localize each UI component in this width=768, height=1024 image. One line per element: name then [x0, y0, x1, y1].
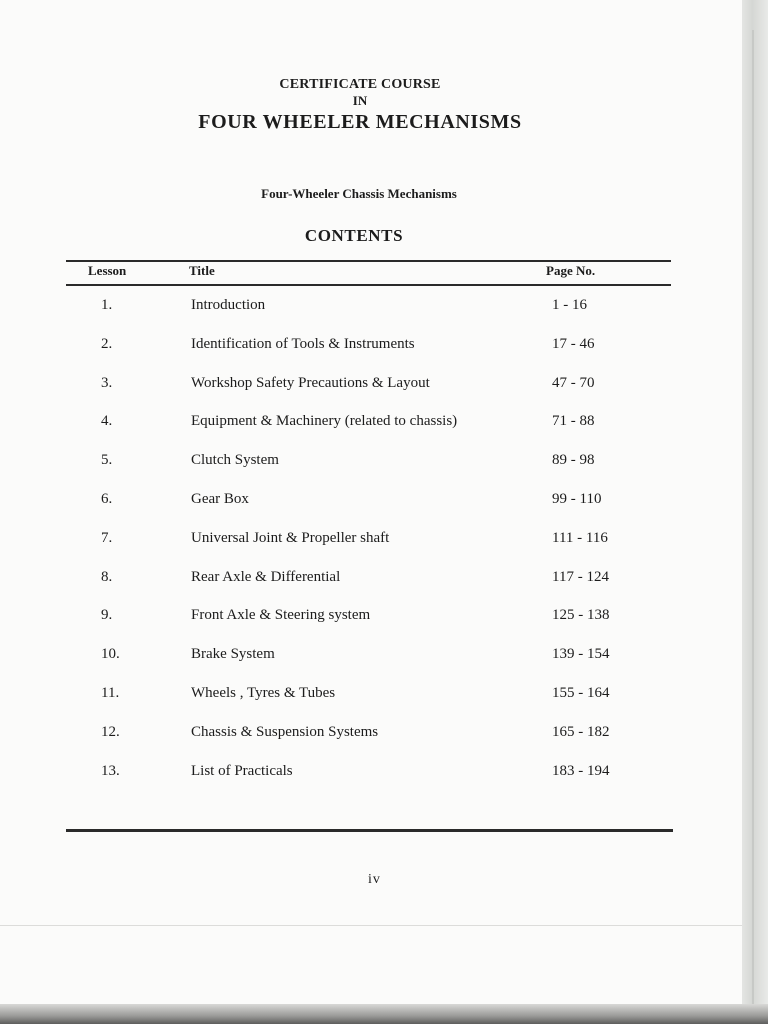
column-header-page-no: Page No.: [546, 263, 596, 278]
toc-row: [0, 636, 700, 675]
lesson-title: List of Practicals: [191, 762, 293, 779]
lesson-page-range: 17 - 46: [552, 335, 595, 352]
course-subtitle: Four-Wheeler Chassis Mechanisms: [261, 186, 457, 201]
lesson-title: Wheels , Tyres & Tubes: [191, 684, 336, 701]
lesson-number: 11.: [101, 684, 120, 701]
lesson-number: 3.: [101, 374, 113, 391]
contents-heading: CONTENTS: [304, 226, 404, 245]
scan-edge-line: [752, 30, 754, 1010]
toc-row: [0, 597, 700, 636]
toc-row: [0, 714, 700, 753]
lesson-number: 6.: [101, 490, 113, 507]
lesson-title: Identification of Tools & Instruments: [191, 335, 415, 352]
lesson-number: 12.: [101, 723, 120, 740]
lesson-number: 9.: [101, 607, 113, 624]
column-header-title: Title: [189, 263, 215, 278]
lesson-page-range: 183 - 194: [552, 762, 610, 779]
lesson-page-range: 117 - 124: [552, 568, 609, 585]
lesson-page-range: 165 - 182: [552, 723, 610, 740]
lesson-page-range: 1 - 16: [552, 297, 587, 313]
course-connector: IN: [352, 93, 368, 108]
toc-row: [0, 753, 700, 792]
lesson-title: Workshop Safety Precautions & Layout: [191, 374, 430, 391]
lesson-title: Gear Box: [191, 490, 249, 507]
lesson-page-range: 47 - 70: [552, 374, 595, 391]
toc-row: [0, 675, 700, 714]
scan-bottom-border: [0, 1004, 768, 1024]
lesson-page-range: 125 - 138: [552, 607, 610, 624]
lesson-title: Front Axle & Steering system: [191, 607, 371, 624]
toc-row: [0, 403, 700, 442]
lesson-page-range: 139 - 154: [552, 646, 610, 663]
table-top-rule: [66, 260, 671, 262]
scan-page-edge: [742, 0, 768, 1024]
toc-row: [0, 326, 700, 365]
lesson-number: 2.: [101, 335, 113, 352]
lesson-number: 1.: [101, 297, 113, 313]
lesson-number: 13.: [101, 762, 120, 779]
toc-row: [0, 520, 700, 559]
lesson-page-range: 89 - 98: [552, 452, 595, 469]
lesson-number: 7.: [101, 529, 113, 546]
toc-row: [0, 365, 700, 404]
lesson-title: Brake System: [191, 646, 275, 663]
lesson-title: Rear Axle & Differential: [191, 568, 341, 585]
contents-list: [0, 287, 700, 791]
lesson-title: Clutch System: [191, 452, 279, 469]
course-label: CERTIFICATE COURSE: [279, 77, 441, 92]
toc-row: [0, 442, 700, 481]
toc-row: [0, 481, 700, 520]
lesson-page-range: 99 - 110: [552, 490, 602, 507]
lesson-number: 5.: [101, 452, 113, 469]
column-header-lesson: Lesson: [88, 263, 127, 278]
lesson-page-range: 111 - 116: [552, 529, 608, 546]
lesson-number: 4.: [101, 413, 113, 430]
scan-fold-line: [0, 925, 742, 926]
table-bottom-rule: [66, 829, 673, 832]
lesson-title: Universal Joint & Propeller shaft: [191, 529, 390, 546]
lesson-page-range: 71 - 88: [552, 413, 595, 430]
lesson-title: Equipment & Machinery (related to chassis): [191, 413, 458, 430]
table-header-rule: [66, 284, 671, 286]
page-number: iv: [368, 872, 381, 887]
lesson-number: 10.: [101, 646, 120, 663]
lesson-title: Chassis & Suspension Systems: [191, 723, 379, 740]
toc-row: [0, 287, 700, 326]
lesson-title: Introduction: [191, 297, 266, 313]
lesson-number: 8.: [101, 568, 113, 585]
lesson-page-range: 155 - 164: [552, 684, 610, 701]
toc-row: [0, 559, 700, 598]
course-title: FOUR WHEELER MECHANISMS: [198, 111, 522, 133]
